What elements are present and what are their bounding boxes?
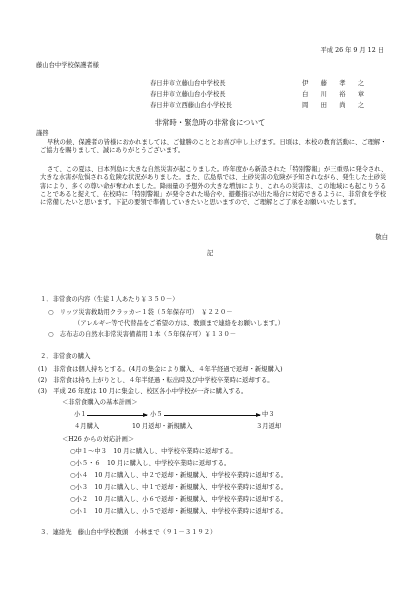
timeline-action: ４月購入 — [74, 423, 100, 430]
list-item: (1) 非常食は個人持ちとする。(4月の集金により購入、４年半経過で返却・新規購入) — [38, 366, 283, 373]
list-item: ○ 志布志の自然水非常災害備蓄用１本（５年保存可）￥１３０－ — [48, 331, 237, 338]
recipient: 藤山台中学校保護者様 — [36, 62, 99, 69]
greeting: 謹啓 — [36, 130, 49, 137]
h26-item: ○小１ 10 月に購入し、小５で返却・新規購入、中学校卒業時に返却する。 — [70, 508, 288, 515]
h26-item: ○小４ 10 月に購入し、中２で返却・新規購入、中学校卒業時に返却する。 — [70, 472, 288, 479]
timeline-action: ３月返却 — [256, 423, 282, 430]
sender-name: 白 川 裕 章 — [302, 91, 368, 98]
body-paragraph: 早秋の候、保護者の皆様におかれましては、ご健勝のこととお喜び申し上げます。日頃は、本校の教育活動に、ご理解・ご協力を賜りまして、誠にありがとうございます。 — [40, 139, 387, 155]
sender-list — [150, 80, 372, 113]
section-heading: １．非常食の内容（生徒１人あたり￥３５０－） — [40, 296, 179, 303]
timeline-arrow — [87, 415, 147, 416]
closing: 敬白 — [375, 234, 388, 241]
body-paragraph: さて、この夏は、日本列島に大きな自然災害が起こりました。昨年度から新設された「特別警報」が三重県に発令され、大きな水害が危惧される危険な状況がありました。また、広島県では、土砂災害の危険が予知されながら、発生した土砂災害により、多くの尊い命が奪われました。降雨量の予想外の大きな増加により、これらの災害は、この地域にも起こりうることであると捉えて、在校時に「特別警報」が発令された場合や、避難指示が出た場合に対応できるように、非常食を学校に常備したいと思います。下記の要領で準備していきたいと思いますので、ご理解とご了承をお願いいたします。 — [40, 166, 388, 207]
list-item: (2) 非常食は持ち上がりとし、４年半経過・転出時及び中学校卒業時に返却する。 — [38, 377, 274, 384]
list-item: ○ リッツ災害救助用クラッカー１袋（５年保存可） ￥２２０－ — [48, 309, 233, 316]
sender-row — [150, 102, 372, 113]
plan-label: ＜非常食購入の基本計画＞ — [62, 399, 138, 406]
timeline-stage: 中３ — [262, 411, 275, 418]
h26-item: ○小５・６ 10 月に購入し、中学校卒業時に返却する。 — [70, 460, 231, 467]
h26-item: ○中１～中３ 10 月に購入し、中学校卒業時に返却する。 — [70, 448, 237, 455]
h26-item: ○小２ 10 月に購入し、小６で返却・新規購入、中学校卒業時に返却する。 — [70, 496, 288, 503]
list-note: （アレルギー等で代替品をご希望の方は、教頭まで連絡をお願いします。） — [74, 320, 285, 327]
timeline-action: 10 月返却・新規購入 — [132, 423, 193, 430]
timeline-arrow — [164, 415, 260, 416]
timeline-stage: 小５ — [150, 411, 163, 418]
ki-heading: 記 — [206, 250, 214, 257]
sender-row — [150, 91, 372, 102]
contact-line: ３．連絡先 藤山台中学校教頭 小林まで（９１－３１９２） — [40, 529, 217, 536]
h26-item: ○小３ 10 月に購入し、中１で返却・新規購入、中学校卒業時に返却する。 — [70, 484, 288, 491]
sender-name: 伊 藤 孝 之 — [302, 80, 368, 87]
sender-school: 春日井市立藤山台中学校長 — [150, 80, 226, 87]
list-item: (3) 平成 26 年度は 10 月に集金し、校区各小中学校が一斉に購入する。 — [38, 388, 248, 395]
sender-name: 岡 田 尚 之 — [302, 102, 368, 109]
sender-row — [150, 80, 372, 91]
section-heading: ２．非常食の購入 — [40, 353, 91, 360]
letter-date: 平成 26 年 9 月 12 日 — [320, 47, 384, 54]
timeline-stage: 小１ — [74, 411, 87, 418]
sender-school: 春日井市立藤山台小学校長 — [150, 91, 226, 98]
document-title: 非常時・緊急時の非常食について — [154, 118, 266, 127]
sender-school: 春日井市立西藤山台小学校長 — [150, 102, 232, 109]
h26-label: ＜H26 からの対応計画＞ — [62, 436, 135, 443]
